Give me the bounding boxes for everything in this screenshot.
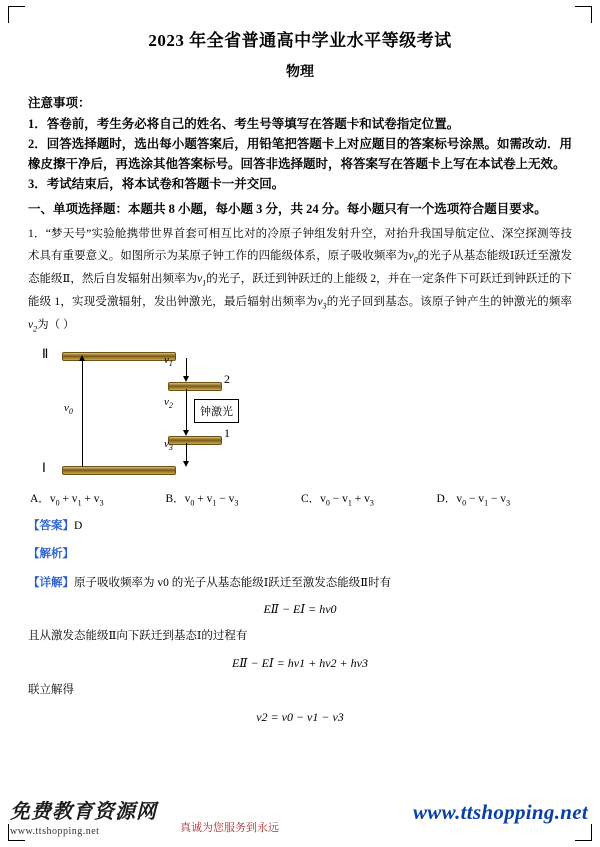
arrow-v1-head: [183, 376, 189, 382]
option-B[interactable]: B．$v_0 + v_1 - v_3$: [165, 493, 239, 508]
watermark-right-url: www.ttshopping.net: [412, 800, 588, 824]
corner-mark-top-right: [575, 6, 592, 23]
energy-level-bar-2: [168, 382, 222, 391]
arrow-v2-head: [183, 430, 189, 436]
option-A[interactable]: A．$v_0 + v_1 + v_3$: [30, 493, 104, 508]
notice-item-1: 1．答卷前，考生务必将自己的姓名、考生号等填写在答题卡和试卷指定位置。: [28, 117, 460, 131]
question-symbol-v0: $v_0$: [408, 249, 418, 265]
question-text-part-3: 的光子，跃迁到钟跃迁的上能级 2，并在一定条件下可跃迁到钟跃迁的下能级 1，实现受激辐射，发出钟激光，最后辐射出频率为: [28, 272, 572, 308]
formula-1: EⅡ − EⅠ = hv0: [263, 602, 337, 617]
question-symbol-v3: $v_3$: [317, 295, 327, 310]
energy-level-bar-I: [62, 466, 176, 475]
energy-level-number-2: 2: [224, 372, 230, 387]
arrow-v3-label: $v_3$: [164, 438, 173, 453]
watermark-center-slogan: 真诚为您服务到永远: [180, 822, 279, 834]
energy-level-number-1: 1: [224, 426, 230, 441]
detail-line-1: [28, 574, 572, 594]
arrow-v0-head: [79, 355, 85, 361]
page-title: 2023 年全省普通高中学业水平等级考试: [148, 31, 452, 50]
energy-level-label-I: Ⅰ: [42, 460, 46, 476]
question-1-options: [30, 490, 572, 507]
question-text-part-4: 的光子回到基态。该原子钟产生的钟激光的频率: [326, 295, 573, 308]
question-text-part-2: 的光子从基态能级Ⅰ跃迁至激发态能级Ⅱ，然后自发辐射出频率为: [28, 249, 573, 285]
question-text-part-5: 为（ ）: [37, 318, 75, 331]
energy-level-bar-1: [168, 436, 222, 445]
energy-level-diagram: [38, 344, 358, 484]
section-heading: 一、单项选择题：本题共 8 小题，每小题 3 分，共 24 分。每小题只有一个选项符合题目要求。: [28, 201, 547, 216]
arrow-v2-line: [186, 389, 187, 433]
option-C[interactable]: C．$v_0 - v_1 + v_3$: [301, 493, 374, 508]
question-1-text: [28, 223, 572, 337]
answer-tag: 【答案】: [28, 519, 74, 532]
detail-text-3: 联立解得: [28, 684, 74, 697]
subject-title: 物理: [286, 65, 314, 80]
analysis-tag: 【解析】: [28, 548, 74, 561]
arrow-v2-label: $v_2$: [164, 396, 173, 411]
arrow-v0-line: [82, 359, 83, 467]
corner-mark-bottom-right: [575, 824, 592, 841]
question-symbol-v2: $v_2$: [28, 318, 38, 333]
answer-line: [28, 517, 572, 537]
question-text-part-1: “梦天号”实验舱携带世界首套可相互比对的冷原子钟组发射升空，对抬升我国导航定位、深空探测等技术具有重要意义。如图所示为某原子钟工作的四能级体系，原子吸收频率为: [28, 227, 573, 262]
notice-heading: 注意事项：: [28, 96, 91, 110]
arrow-v0-label: $v_0$: [64, 402, 73, 417]
formula-3: v2 = v0 − v1 − v3: [256, 709, 344, 724]
question-number: 1．: [28, 227, 46, 240]
option-D[interactable]: D．$v_0 - v_1 - v_3$: [436, 493, 511, 508]
energy-level-label-II: Ⅱ: [42, 346, 49, 362]
detail-text-2: 且从激发态能级Ⅱ向下跃迁到基态Ⅰ的过程有: [28, 630, 248, 643]
arrow-v3-head: [183, 461, 189, 467]
detail-text-1: 原子吸收频率为 v0 的光子从基态能级Ⅰ跃迁至激发态能级Ⅱ时有: [74, 576, 392, 589]
watermark-left-url: www.ttshopping.net: [10, 826, 100, 837]
notice-item-3: 3．考试结束后，将本试卷和答题卡一并交回。: [28, 177, 285, 192]
answer-value: D: [74, 519, 83, 532]
detail-tag: 【详解】: [28, 576, 74, 589]
analysis-line: [28, 545, 572, 565]
watermark-left: [10, 795, 190, 837]
laser-output-box: 钟激光: [194, 399, 239, 423]
notice-item-2: 2．回答选择题时，选出每小题答案后，用铅笔把答题卡上对应题目的答案标号涂黑。如需改动．用橡皮擦干净后，再选涂其他答案标号。回答非选择题时，将答案写在答题卡上写在本试卷上无效。: [28, 137, 572, 171]
formula-2: EⅡ − EⅠ = hv1 + hv2 + hv3: [232, 656, 368, 671]
question-symbol-v1: $v_1$: [197, 272, 207, 288]
corner-mark-top-left: [8, 6, 25, 23]
arrow-v1-label: $v_1$: [164, 354, 173, 369]
watermark-left-title: 免费教育资源网: [10, 801, 157, 823]
